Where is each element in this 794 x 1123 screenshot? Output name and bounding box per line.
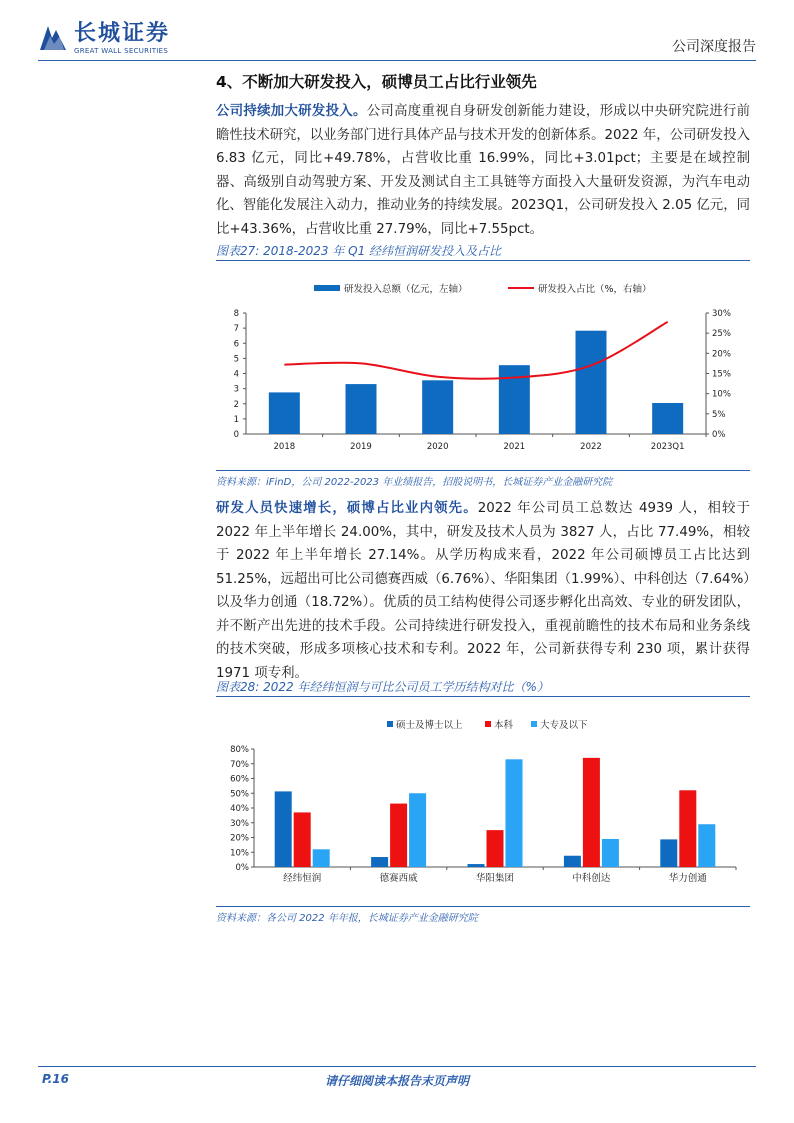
bar-bachelor: [583, 758, 600, 867]
bar-masters-phd: [468, 864, 485, 867]
bar-college: [602, 839, 619, 867]
y-right-tick-label: 5%: [712, 409, 726, 420]
y-tick-label: 10%: [230, 848, 249, 859]
paragraph-body: 公司高度重视自身研发创新能力建设，形成以中央研究院进行前瞻性技术研究，以业务部门进行具体产品与技术开发的创新体系。2022 年，公司研发投入 6.83 亿元，同比+49.78%，占营收比重 16.99%，同比+3.01pct；主要是在域控制器、高级别自动驾驶方案、开发及测试自主工具链等方面投入大量研发资源，为汽车电动化、智能化发展注入动力，推动业务的持续发展。2023Q1，公司研发投入 2.05 亿元，同比+43.36%，占营收比重 27.79%，同比+7.55pct。: [216, 104, 750, 237]
logo-name: 长城证券: [74, 21, 171, 46]
y-left-tick-label: 3: [233, 384, 239, 395]
y-tick-label: 80%: [230, 745, 249, 755]
y-tick-label: 60%: [230, 774, 249, 785]
bar-college: [506, 759, 523, 867]
y-left-tick-label: 5: [233, 354, 239, 365]
x-tick-label: 2022: [580, 442, 602, 452]
paragraph-rd-staff: [216, 497, 750, 685]
footer-disclaimer: 请仔细阅读本报告末页声明: [324, 1074, 469, 1088]
figure-28-bottom-rule: [216, 906, 750, 907]
rd-investment-chart: [216, 266, 750, 466]
line-rd-ratio: [284, 322, 667, 379]
bar-college: [698, 824, 715, 867]
logo-subtitle: GREAT WALL SECURITIES: [74, 47, 169, 55]
footer-rule: [38, 1066, 756, 1067]
header-rule: [38, 60, 756, 61]
y-left-tick-label: 0: [233, 430, 239, 440]
y-left-tick-label: 7: [233, 324, 239, 335]
y-left-tick-label: 8: [233, 309, 239, 319]
x-tick-label: 华力创通: [668, 873, 707, 884]
y-right-tick-label: 15%: [712, 369, 731, 380]
figure-27-top-rule: [216, 260, 750, 261]
paragraph-lead: 研发人员快速增长，硕博占比业内领先。: [216, 501, 478, 516]
bar-bachelor: [390, 804, 407, 867]
bar-college: [313, 849, 330, 867]
y-right-tick-label: 25%: [712, 329, 731, 340]
page-number: P.16: [42, 1072, 69, 1086]
bar-masters-phd: [660, 839, 677, 867]
x-tick-label: 2021: [503, 442, 526, 452]
x-tick-label: 2020: [426, 442, 449, 452]
section-title: 4、不断加大研发投入，硕博员工占比行业领先: [216, 73, 537, 91]
bar-masters-phd: [564, 856, 581, 867]
bar-rd-amount: [576, 331, 607, 434]
x-tick-label: 2018: [273, 442, 296, 452]
y-left-tick-label: 1: [233, 414, 239, 425]
figure-27-title: 图表27: 2018-2023 年 Q1 经纬恒润研发投入及占比: [216, 244, 502, 258]
y-left-tick-label: 2: [233, 399, 239, 410]
y-right-tick-label: 30%: [712, 309, 731, 319]
figure-27-source: 资料来源：iFinD，公司 2022-2023 年业绩报告，招股说明书，长城证券产业金融研究院: [216, 477, 613, 488]
bar-rd-amount: [346, 384, 377, 434]
y-tick-label: 20%: [230, 833, 249, 844]
y-tick-label: 50%: [230, 789, 249, 800]
y-right-tick-label: 10%: [712, 389, 731, 400]
y-tick-label: 0%: [235, 863, 249, 873]
bar-bachelor: [487, 830, 504, 867]
bar-bachelor: [679, 790, 696, 867]
x-tick-label: 德赛西威: [379, 873, 418, 884]
x-tick-label: 2023Q1: [650, 442, 685, 452]
bar-rd-amount: [499, 365, 530, 434]
legend-label: 大专及以下: [540, 720, 588, 731]
legend-swatch: [485, 721, 491, 727]
bar-masters-phd: [275, 791, 292, 867]
x-tick-label: 中科创达: [572, 873, 611, 884]
legend-label: 硕士及博士以上: [396, 720, 463, 731]
legend-swatch-bar: [314, 285, 340, 291]
legend-label-bar: 研发投入总额（亿元，左轴）: [344, 284, 468, 295]
paragraph-body: 2022 年公司员工总数达 4939 人，相较于 2022 年上半年增长 24.00%，其中，研发及技术人员为 3827 人，占比 77.49%，相较于 2022 年上半年增长 27.14%。从学历构成来看，2022 年公司硕博员工占比达到 51.25%，远超出可比公司德赛西威（6.76%）、华阳集团（1.99%）、中科创达（7.64%）以及华力创通（18.72%）。优质的员工结构使得公司逐步孵化出高效、专业的研发团队，并不断产出先进的技术手段。公司持续进行研发投入，重视前瞻性的技术布局和业务条线的技术突破，形成多项核心技术和专利。2022 年，公司新获得专利 230 项，累计获得 1971 项专利。: [216, 501, 750, 681]
legend-label-line: 研发投入占比（%，右轴）: [538, 284, 652, 295]
legend-swatch: [531, 721, 537, 727]
figure-27-bottom-rule: [216, 470, 750, 471]
x-tick-label: 经纬恒润: [283, 873, 322, 884]
paragraph-rd-investment: [216, 100, 750, 241]
bar-rd-amount: [422, 380, 453, 434]
bar-college: [409, 793, 426, 867]
y-right-tick-label: 0%: [712, 430, 726, 440]
bar-rd-amount: [652, 403, 683, 434]
x-tick-label: 2019: [350, 442, 372, 452]
y-tick-label: 40%: [230, 804, 249, 814]
paragraph-lead: 公司持续加大研发投入。: [216, 104, 367, 119]
y-left-tick-label: 6: [233, 339, 239, 350]
legend-swatch: [387, 721, 393, 727]
y-right-tick-label: 20%: [712, 349, 731, 360]
y-tick-label: 30%: [230, 818, 249, 829]
logo-mark-icon: [38, 22, 68, 52]
figure-28-top-rule: [216, 696, 750, 697]
figure-28-title: 图表28: 2022 年经纬恒润与可比公司员工学历结构对比（%）: [216, 680, 549, 694]
report-type: 公司深度报告: [672, 39, 756, 55]
x-tick-label: 华阳集团: [475, 873, 515, 884]
legend-label: 本科: [494, 720, 514, 731]
y-left-tick-label: 4: [233, 369, 239, 380]
y-tick-label: 70%: [230, 759, 249, 770]
education-structure-chart: [216, 702, 750, 902]
bar-rd-amount: [269, 392, 300, 434]
bar-masters-phd: [371, 857, 388, 867]
figure-28-source: 资料来源：各公司 2022 年年报，长城证券产业金融研究院: [216, 913, 478, 924]
bar-bachelor: [294, 812, 311, 867]
